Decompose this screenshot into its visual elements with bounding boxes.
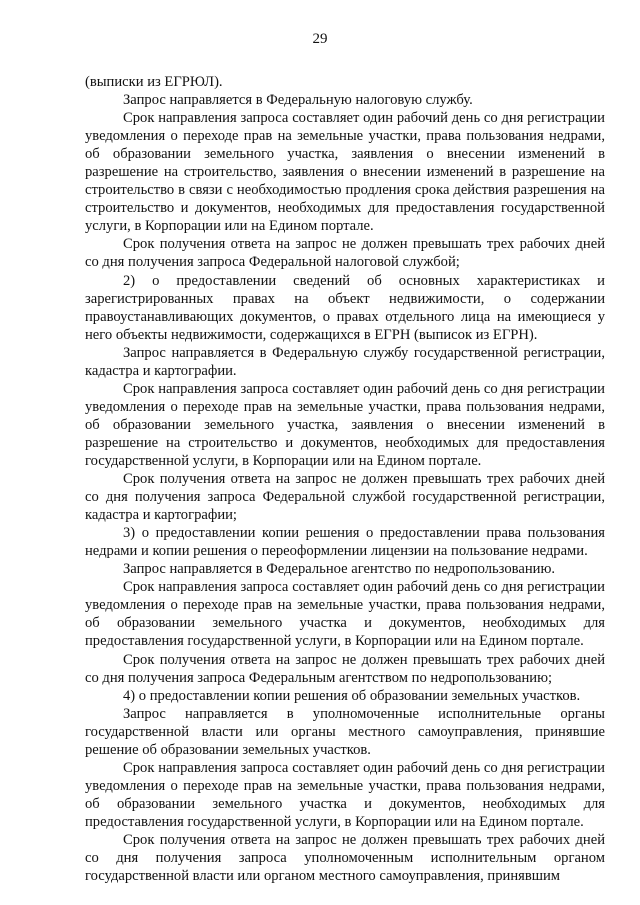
document-body: [85, 73, 605, 885]
paragraph: Срок направления запроса составляет один рабочий день со дня регистрации уведомления о переходе прав на земельные участки, права пользования недрами, об образовании земельного участка и документов, необходимых для предоставления государственной услуги, в Корпорации или на Едином портале.: [85, 579, 605, 650]
paragraph: Срок получения ответа на запрос не должен превышать трех рабочих дней со дня получения запроса Федеральной службой государственной регистрации, кадастра и картографии;: [85, 471, 605, 524]
paragraph: Запрос направляется в Федеральную службу государственной регистрации, кадастра и картографии.: [85, 344, 605, 379]
paragraph: 2) о предоставлении сведений об основных характеристиках и зарегистрированных правах на объект недвижимости, о содержании правоустанавливающих документов, о правах отдельного лица на имеющиеся у него объекты недвижимости, содержащихся в ЕГРН (выписок из ЕГРН).: [85, 272, 605, 343]
paragraph: Срок получения ответа на запрос не должен превышать трех рабочих дней со дня получения запроса Федеральным агентством по недропользованию;: [85, 651, 605, 686]
paragraph: Срок направления запроса составляет один рабочий день со дня регистрации уведомления о переходе прав на земельные участки, права пользования недрами, об образовании земельного участка, заявления о внесении изменений в разрешение на строительство, заявления о внесении изменений в разрешение на строительство в связи с необходимостью продления срока действия разрешения на строительство и документов, необходимых для предоставления государственной услуги, в Корпорации или на Едином портале.: [85, 110, 605, 235]
page-number: 29: [312, 31, 328, 47]
paragraph: Срок направления запроса составляет один рабочий день со дня регистрации уведомления о переходе прав на земельные участки, права пользования недрами, об образовании земельного участка и документов, необходимых для предоставления государственной услуги, в Корпорации или на Едином портале.: [85, 759, 605, 830]
paragraph: 4) о предоставлении копии решения об образовании земельных участков.: [123, 687, 581, 704]
paragraph: Запрос направляется в Федеральное агентство по недропользованию.: [123, 561, 555, 578]
paragraph: Запрос направляется в уполномоченные исполнительные органы государственной власти или органы местного самоуправления, принявшие решение об образовании земельных участков.: [85, 705, 605, 758]
paragraph: Запрос направляется в Федеральную налоговую службу.: [123, 92, 473, 109]
paragraph: 3) о предоставлении копии решения о предоставлении права пользования недрами и копии решения о переоформлении лицензии на пользование недрами.: [85, 525, 605, 560]
paragraph: Срок направления запроса составляет один рабочий день со дня регистрации уведомления о переходе прав на земельные участки, права пользования недрами, об образовании земельного участка, заявления о внесении изменений в разрешение на строительство и документов, необходимых для предоставления государственной услуги, в Корпорации или на Едином портале.: [85, 380, 605, 469]
paragraph: Срок получения ответа на запрос не должен превышать трех рабочих дней со дня получения запроса Федеральной налоговой службой;: [85, 236, 605, 271]
paragraph: Срок получения ответа на запрос не должен превышать трех рабочих дней со дня получения запроса уполномоченным исполнительным органом государственной власти или органом местного самоуправления, принявшим: [85, 831, 605, 885]
paragraph: (выписки из ЕГРЮЛ).: [85, 74, 223, 90]
